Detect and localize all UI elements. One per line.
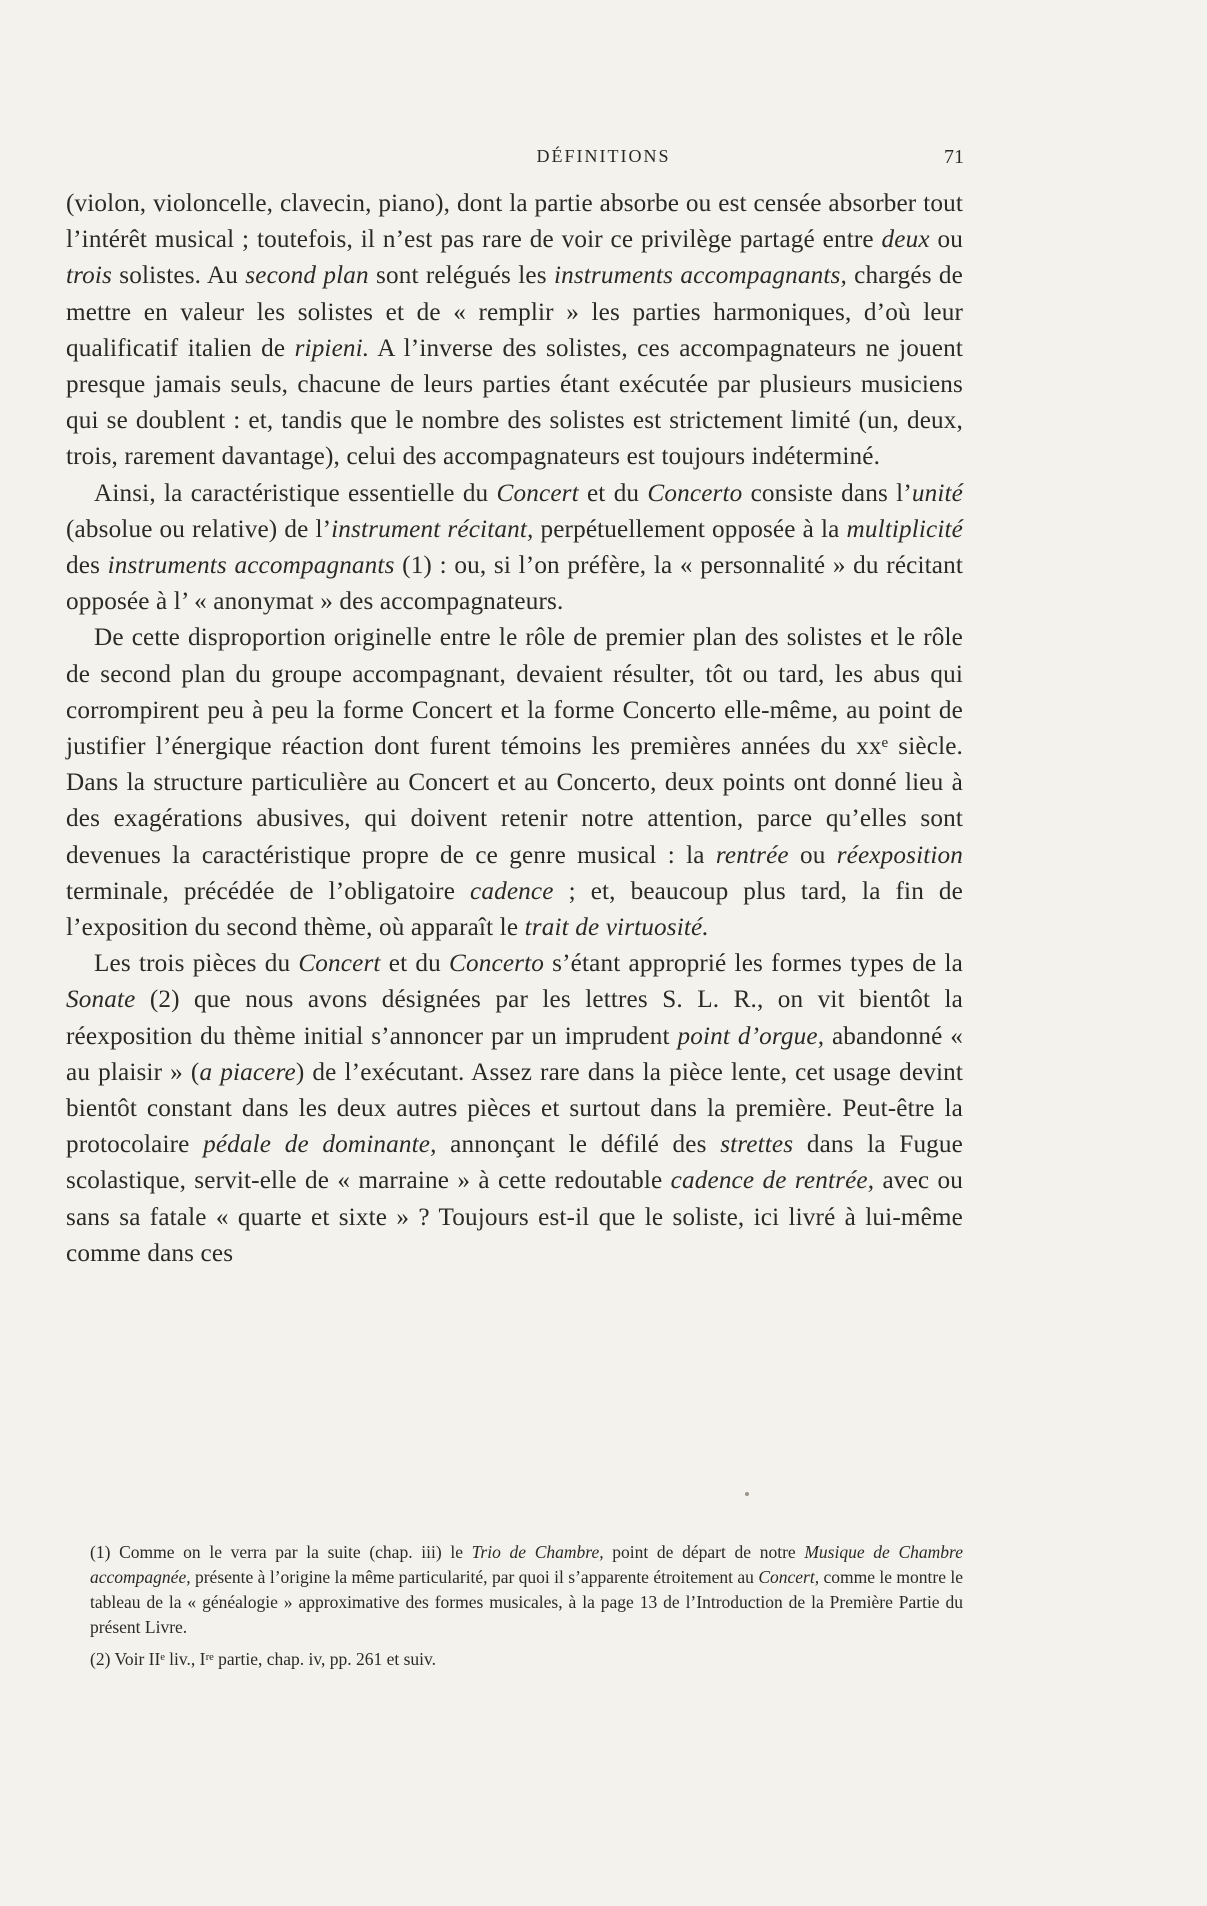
paragraph — [66, 620, 963, 946]
text-run: perpétuellement opposée à la — [533, 515, 847, 543]
italic-text: strettes — [720, 1131, 794, 1159]
footnotes — [90, 1540, 963, 1672]
italic-text: pédale de dominante, — [203, 1131, 437, 1159]
text-run: Les trois pièces du — [94, 950, 299, 978]
text-run: dans la Fugue scolastique, servit-elle de « marraine » à cette redoutable — [66, 1131, 964, 1195]
text-run: présente à l’origine la même particularité, par quoi il s’apparente étroitement au — [190, 1567, 759, 1587]
italic-text: rentrée — [715, 841, 789, 869]
italic-text: Concert, — [758, 1567, 820, 1587]
paragraph — [66, 186, 963, 476]
text-run: (1) : ou, si l’on préfère, la « personnalité » du récitant opposée à l’ « anonymat » des accompagnateurs. — [66, 552, 963, 616]
text-run: ou — [788, 841, 837, 869]
text-run: Ainsi, la caractéristique essentielle du — [94, 479, 497, 507]
paragraph — [66, 476, 963, 621]
text-run: consiste dans l’ — [742, 479, 912, 507]
text-run: chargés de mettre en valeur les solistes et de « remplir » les parties harmoniques, d’où leur qualificatif italien de — [66, 262, 963, 362]
italic-text: Trio de Chambre, — [471, 1542, 604, 1562]
text-run: (absolue ou relative) de l’ — [66, 515, 332, 543]
running-title: DÉFINITIONS — [536, 146, 671, 166]
footnote — [90, 1540, 963, 1640]
text-run: comme le montre le tableau de la « généalogie » approximative des formes musicales, à la page 13 de l’Introduction de la Première Partie du présent Livre. — [90, 1567, 963, 1637]
paragraph — [66, 946, 963, 1272]
italic-text: Concerto — [647, 479, 743, 507]
text-run: De cette disproportion originelle entre le rôle de premier plan des solistes et le rôle de second plan du groupe accompagnant, devaient résulter, tôt ou tard, les abus qui corrompirent peu à peu la forme Concert et la forme Concerto elle-même, au point de justifier l’énergique réaction dont furent témoins les premières années du xxᵉ siècle. Dans la structure particulière au Concert et au Concerto, deux points ont donné lieu à des exagérations abusives, qui doivent retenir notre attention, parce qu’elles sont devenues la caractéristique propre de ce genre musical : la — [66, 624, 963, 869]
text-run: sont relégués les — [368, 262, 554, 290]
page-number: 71 — [944, 146, 964, 168]
text-run: annonçant le défilé des — [436, 1131, 721, 1159]
text-run: des — [66, 552, 108, 580]
text-run: (2) que nous avons désignées par les lettres S. L. R., on vit bientôt la réexposition du thème initial s’annoncer par un imprudent — [66, 986, 963, 1050]
text-run: (2) Voir IIᵉ liv., Iʳᵉ partie, chap. iv, pp. 261 et suiv. — [90, 1649, 437, 1669]
italic-text: Concert — [496, 479, 579, 507]
italic-text: instruments accompagnants, — [553, 262, 847, 290]
italic-text: cadence — [470, 877, 554, 905]
text-run: et du — [380, 950, 450, 978]
text-run: (1) Comme on le verra par la suite (chap. iii) le — [90, 1542, 472, 1562]
italic-text: Musique de Chambre accompagnée, — [90, 1542, 963, 1587]
text-run: point de départ de notre — [603, 1542, 805, 1562]
italic-text: Concerto — [449, 950, 544, 978]
italic-text: instrument récitant, — [331, 515, 534, 543]
text-run: ) de l’exécutant. Assez rare dans la pièce lente, cet usage devint bientôt constant dans les deux autres pièces et surtout dans la première. Peut-être la protocolaire — [66, 1058, 963, 1159]
text-run: A l’inverse des solistes, ces accompagnateurs ne jouent presque jamais seuls, chacune de leurs parties étant exécutée par plusieurs musiciens qui se doublent : et, tandis que le nombre des solistes est strictement limité (un, deux, trois, rarement davantage), celui des accompagnateurs est toujours indéterminé. — [66, 334, 964, 471]
text-run: (violon, violoncelle, clavecin, piano), dont la partie absorbe ou est censée absorber tout l’intérêt musical ; toutefois, il n’est pas rare de voir ce privilège partagé entre — [66, 190, 963, 254]
italic-text: a piacere — [199, 1058, 296, 1086]
italic-text: Sonate — [66, 986, 136, 1014]
text-run: ; et, beaucoup plus tard, la fin de l’exposition du second thème, où apparaît le — [66, 877, 963, 942]
page-header — [0, 138, 1207, 178]
italic-text: cadence de rentrée, — [670, 1167, 875, 1195]
text-run: solistes. Au — [112, 262, 246, 290]
italic-text: instruments accompagnants — [107, 552, 395, 580]
italic-text: deux — [881, 226, 930, 254]
italic-text: multiplicité — [846, 515, 964, 543]
text-run: s’étant approprié les formes types de la — [544, 950, 963, 978]
ink-mark — [745, 1492, 749, 1496]
body-text — [66, 186, 963, 1272]
italic-text: réexposition — [836, 841, 963, 869]
italic-text: second plan — [245, 262, 369, 290]
text-run: avec ou sans sa fatale « quarte et sixte » ? Toujours est-il que le soliste, ici livré à lui-même comme dans ces — [66, 1167, 963, 1267]
text-run: et du — [578, 479, 648, 507]
footnote — [90, 1647, 963, 1672]
italic-text: Concert — [298, 950, 381, 978]
text-run: abandonné « au plaisir » ( — [66, 1022, 964, 1086]
text-run: terminale, précédée de l’obligatoire — [66, 877, 471, 905]
italic-text: ripieni. — [294, 334, 370, 362]
italic-text: trois — [66, 262, 113, 290]
text-run: ou — [929, 226, 963, 254]
italic-text: trait de virtuosité. — [524, 914, 709, 942]
italic-text: point d’orgue, — [677, 1022, 825, 1050]
italic-text: unité — [911, 479, 963, 507]
